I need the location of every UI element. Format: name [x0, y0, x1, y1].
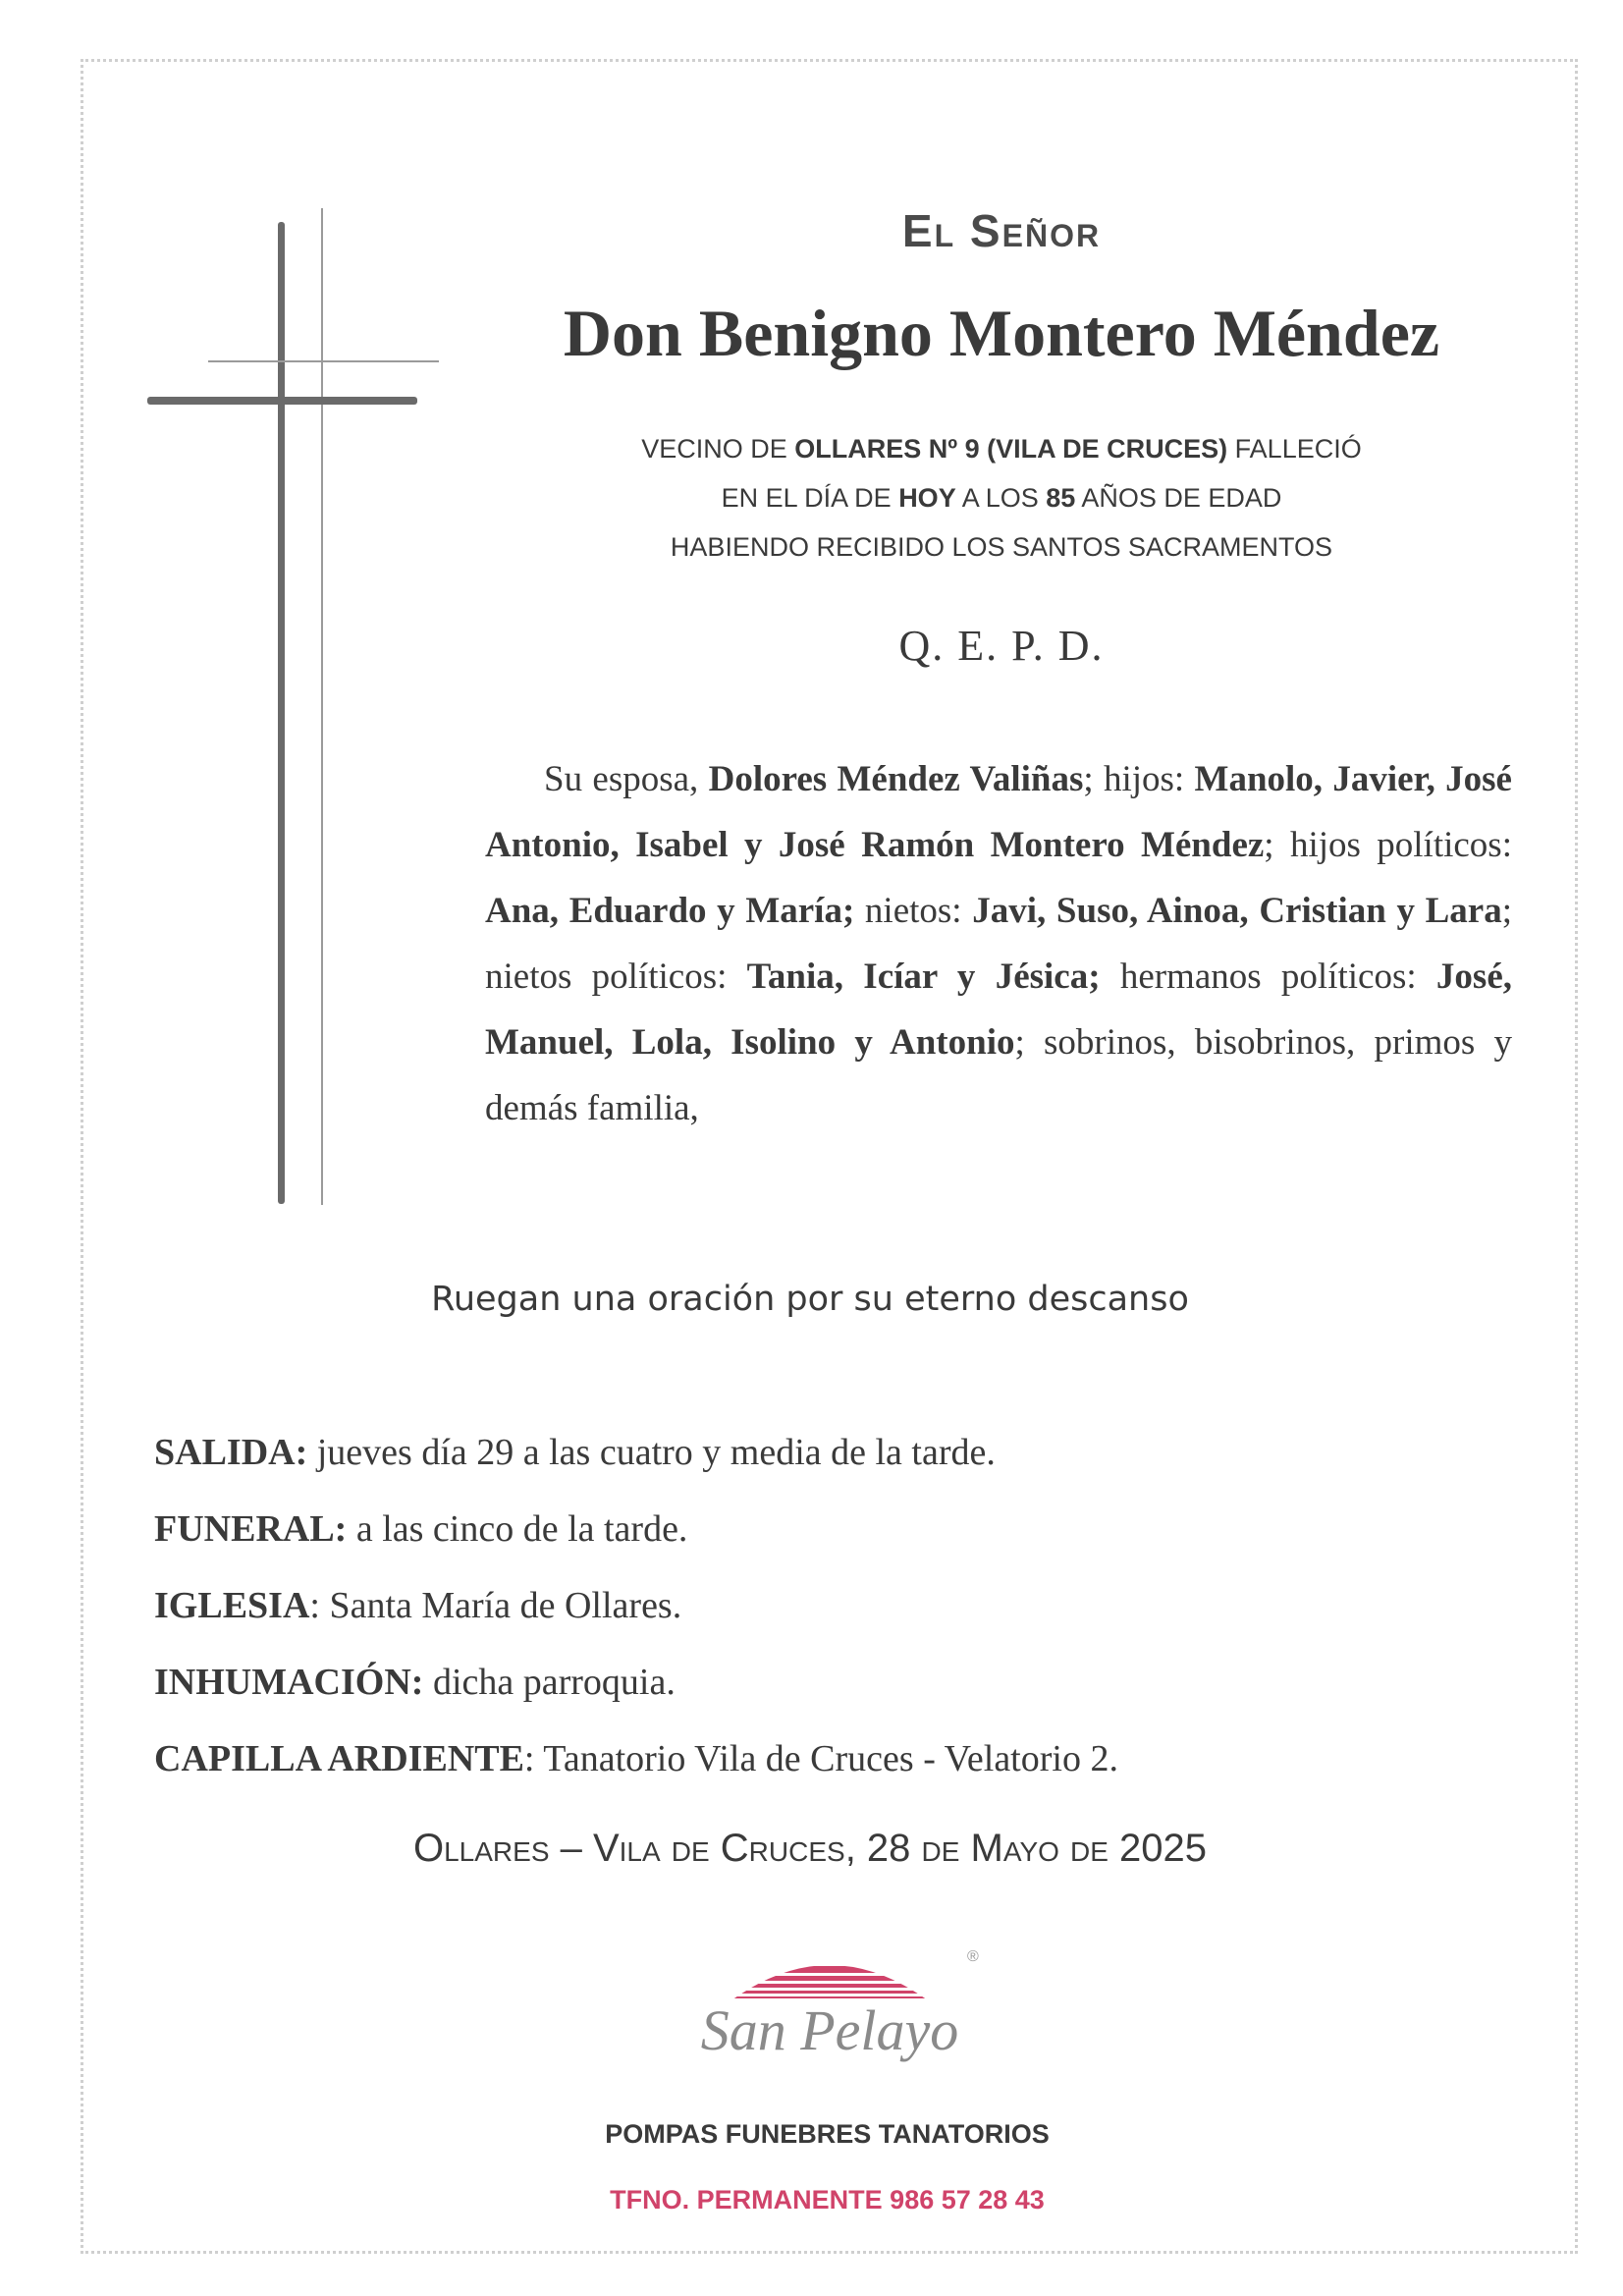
cross-vertical-bar: [278, 222, 285, 1204]
family-bold: Dolores Méndez Valiñas: [708, 759, 1084, 799]
family-text: Su esposa,: [544, 759, 709, 799]
family-text: ; hijos políticos:: [1264, 825, 1512, 865]
family-bold: José, Manuel, Lola, Isolino y Antonio: [485, 957, 1512, 1063]
detail-text: : Santa María de Ollares.: [309, 1585, 682, 1626]
intro-text: AÑOS DE EDAD: [1075, 483, 1282, 513]
detail-text: dicha parroquia.: [423, 1662, 676, 1703]
family-text: ; hijos:: [1083, 759, 1195, 799]
family-text: nietos:: [854, 891, 973, 931]
deceased-name: Don Benigno Montero Méndez: [563, 296, 1440, 370]
registered-mark: ®: [967, 1948, 979, 1965]
cross-horizontal-line: [208, 360, 439, 362]
detail-text: : Tanatorio Vila de Cruces - Velatorio 2.: [523, 1738, 1118, 1779]
intro-text: A LOS: [955, 483, 1047, 513]
page-border: [81, 59, 1578, 2254]
company-phone: TFNO. PERMANENTE 986 57 28 43: [610, 2185, 1045, 2214]
detail-inhumacion: [154, 1644, 1431, 1721]
detail-label: CAPILLA ARDIENTE: [154, 1738, 524, 1779]
sun-stripes: [722, 1940, 938, 1998]
cross-horizontal-bar: [147, 397, 417, 405]
place-date: Ollares – Vila de Cruces, 28 de Mayo de 2025: [412, 1827, 1208, 1870]
detail-iglesia: [154, 1567, 1431, 1644]
detail-label: FUNERAL:: [154, 1508, 348, 1550]
service-details: [154, 1414, 1431, 1797]
family-bold: Tania, Icíar y Jésica;: [746, 957, 1101, 997]
intro-text: FALLECIÓ: [1227, 434, 1362, 464]
detail-text: a las cinco de la tarde.: [347, 1508, 688, 1550]
family-bold: Manolo, Javier, José Antonio, Isabel y José Ramón Montero Méndez: [485, 759, 1512, 865]
intro-line-3: HABIENDO RECIBIDO LOS SANTOS SACRAMENTOS: [670, 532, 1333, 562]
detail-funeral: [154, 1491, 1431, 1567]
title-prefix: El Señor: [901, 205, 1102, 256]
family-paragraph: [485, 746, 1512, 1141]
detail-salida: [154, 1414, 1431, 1491]
intro-text: VECINO DE: [641, 434, 795, 464]
cross-vertical-line: [321, 208, 323, 1205]
intro-bold: 85: [1046, 483, 1076, 513]
family-bold: Javi, Suso, Ainoa, Cristian y Lara: [972, 891, 1502, 931]
intro-line-1: [491, 424, 1512, 473]
company-tagline: POMPAS FUNEBRES TANATORIOS: [605, 2119, 1050, 2149]
intro-block: [491, 424, 1512, 572]
intro-line-2: [491, 473, 1512, 522]
detail-label: INHUMACIÓN:: [154, 1662, 424, 1703]
family-text: hermanos políticos:: [1100, 957, 1436, 997]
detail-text: jueves día 29 a las cuatro y media de la tarde.: [307, 1432, 996, 1473]
detail-label: SALIDA:: [154, 1432, 308, 1473]
prayer-line: Ruegan una oración por su eterno descanso: [431, 1280, 1189, 1319]
logo-text: San Pelayo: [700, 1998, 959, 2062]
intro-bold: HOY: [898, 483, 956, 513]
family-bold: Ana, Eduardo y María;: [485, 891, 855, 931]
intro-bold: OLLARES Nº 9 (VILA DE CRUCES): [794, 434, 1228, 464]
family-text: ; sobrinos, bisobrinos, primos y demás familia,: [485, 1022, 1512, 1128]
detail-label: IGLESIA: [154, 1585, 310, 1626]
family-text: ; nietos políticos:: [485, 891, 1512, 997]
detail-capilla: [154, 1721, 1431, 1797]
san-pelayo-logo: [673, 1940, 987, 2077]
intro-text: EN EL DÍA DE: [721, 483, 899, 513]
qepd: Q. E. P. D.: [898, 622, 1105, 670]
